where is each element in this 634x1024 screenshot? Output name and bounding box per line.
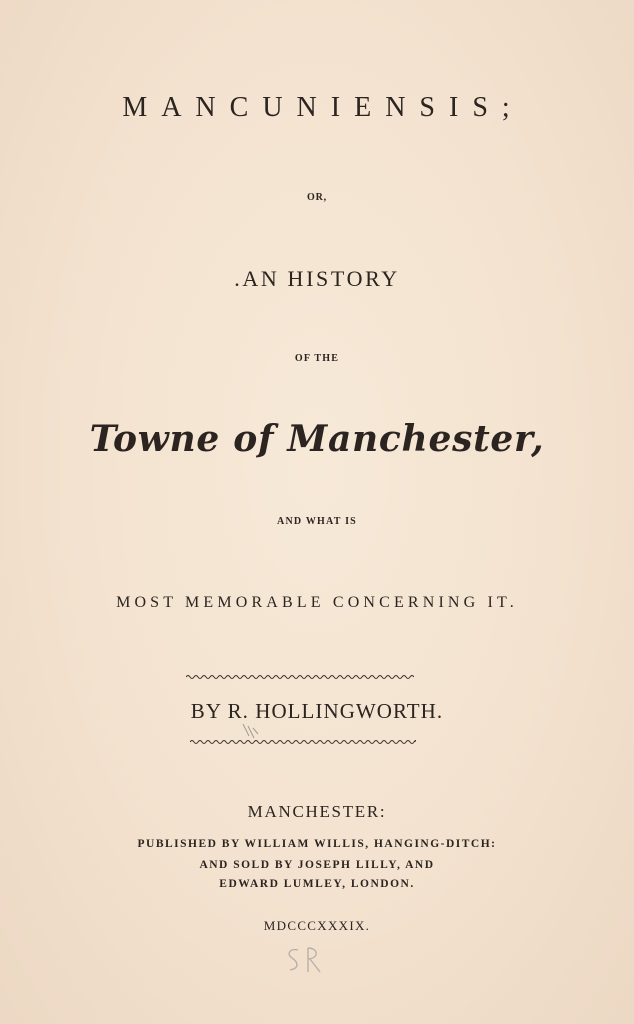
author-line: BY R. HOLLINGWORTH. — [190, 699, 444, 723]
library-mark-icon — [282, 944, 338, 976]
towne-of-manchester: Towne of Manchester, — [89, 418, 545, 460]
memorable-text: MOST MEMORABLE CONCERNING IT. — [116, 594, 518, 611]
and-what-is-text: AND WHAT IS — [277, 516, 357, 527]
imprint-line-3: EDWARD LUMLEY, LONDON. — [219, 878, 415, 890]
or-conjunction: OR, — [307, 192, 327, 203]
wavy-rule-top — [186, 674, 414, 680]
subtitle-history: .AN HISTORY — [234, 266, 400, 291]
publication-city: MANCHESTER: — [247, 802, 387, 821]
wavy-rule-bottom — [190, 739, 416, 745]
book-title: MANCUNIENSIS; — [122, 92, 524, 123]
of-the-text: OF THE — [294, 353, 340, 364]
publication-date: MDCCCXXXIX. — [263, 918, 371, 933]
imprint-line-2: AND SOLD BY JOSEPH LILLY, AND — [199, 859, 435, 871]
imprint-line-1: PUBLISHED BY WILLIAM WILLIS, HANGING-DITCH: — [137, 838, 497, 850]
